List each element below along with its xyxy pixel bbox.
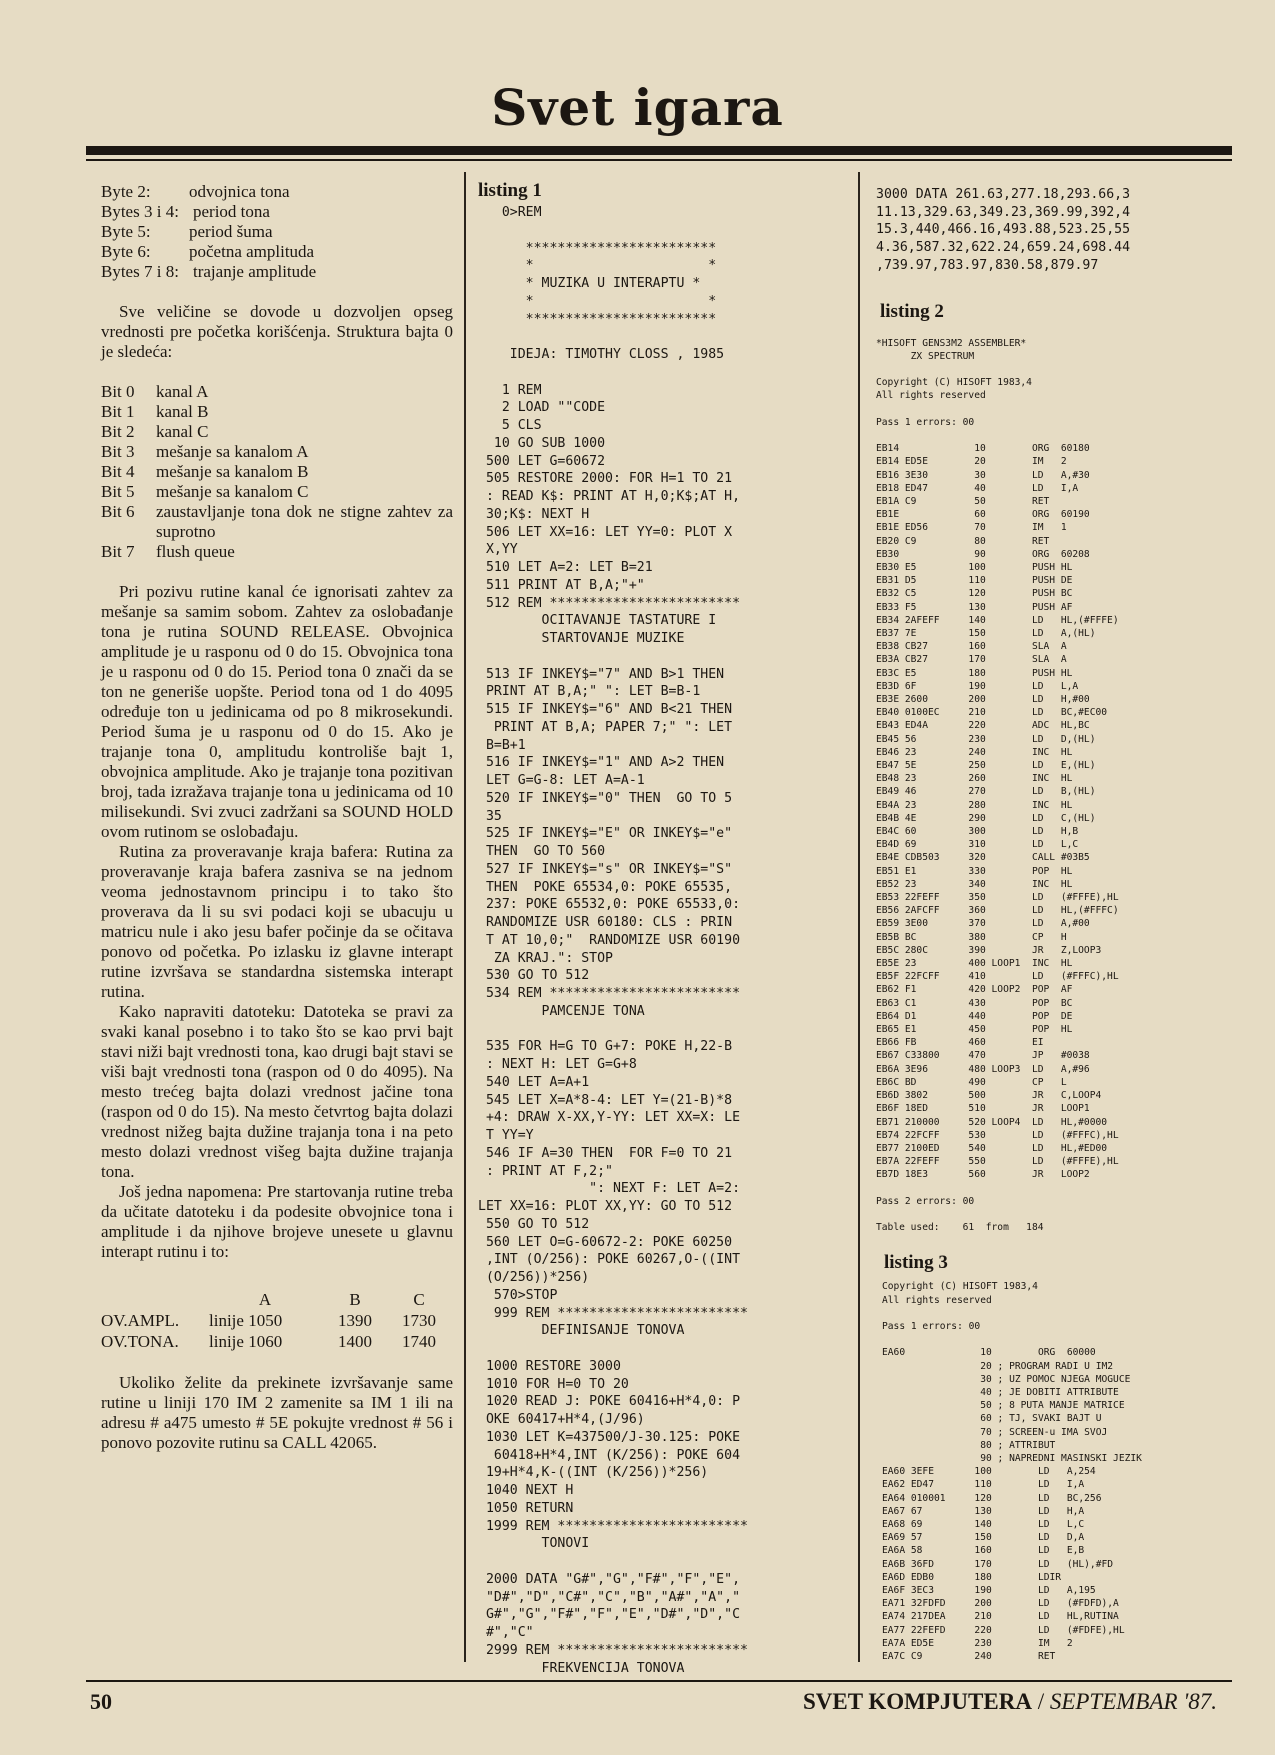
bit-value: mešanje sa kanalom C [156,482,309,501]
byte-list [101,182,453,282]
footer-masthead [803,1689,1217,1715]
bit-item [101,442,453,462]
byte-key: Byte 5: [101,222,151,241]
data-statement: 3000 DATA 261.63,277.18,293.66,3 11.13,329.63,349.23,369.99,392,4 15.3,440,466.16,493.88,523.25,55 4.36,587.32,622.24,659.24,698.44 ,739.97,783.97,830.58,879.97 [876,187,1131,273]
bit-value: mešanje sa kanalom B [156,462,309,481]
bit-list [101,382,453,562]
listing1-column [478,180,838,1677]
bit-key: Bit 6 [101,502,135,521]
bit-key: Bit 7 [101,542,135,561]
paragraph: Ukoliko želite da prekinete izvršavanje same rutine u liniji 170 IM 2 zamenite sa IM 1 ili na adresu # a475 umesto # 5E pokujte vrednost # 56 i ponovo pozovite rutinu sa CALL 42065. [101,1373,453,1452]
header-rule-thin [86,159,1232,161]
table-cell: 1400 [338,1332,372,1351]
footer-separator: / [1031,1689,1050,1714]
paragraph: Rutina za proveravanje kraja bafera: Rutina za proveravanje kraja bafera zasniva se na jednom veoma jednostavnom principu i to tako što proverava da li su svi podaci koji se ubacuju u matricu nule i ako jesu bafer počinje da se očitava ponovo od početka. Po izlasku iz glavne interapt rutine izvršava se standardna sistemska interapt rutina. [101,842,453,1001]
table-cell [101,1290,209,1311]
listing2-code: *HISOFT GENS3M2 ASSEMBLER* ZX SPECTRUM Copyright (C) HISOFT 1983,4 All rights reserved Pass 1 errors: 00 EB14 10 ORG 60180 EB14 ED5E 20 IM 2 EB16 3E30 30 LD A,#30 EB18 ED47 40 LD I,A EB1A C9 50 RET EB1E 60 ORG 60190 EB1E ED56 70 IM 1 EB20 C9 80 RET EB30 90 ORG 60208 EB30 E5 100 PUSH HL EB31 D5 110 PUSH DE EB32 C5 120 PUSH BC EB33 F5 130 PUSH AF EB34 2AFEFF 140 LD HL,(#FFFE) EB37 7E 150 LD A,(HL) EB38 CB27 160 SLA A EB3A CB27 170 SLA A EB3C E5 180 PUSH HL EB3D 6F 190 LD L,A EB3E 2600 200 LD H,#00 EB40 0100EC 210 LD BC,#EC00 EB43 ED4A 220 ADC HL,BC EB45 56 230 LD D,(HL) EB46 23 240 INC HL EB47 5E 250 LD E,(HL) EB48 23 260 INC HL EB49 46 270 LD B,(HL) EB4A 23 280 INC HL EB4B 4E 290 LD C,(HL) EB4C 60 300 LD H,B EB4D 69 310 LD L,C EB4E CDB503 320 CALL #03B5 EB51 E1 330 POP HL EB52 23 340 INC HL EB53 22FEFF 350 LD (#FFFE),HL EB56 2AFCFF 360 LD HL,(#FFFC) EB59 3E00 370 LD A,#00 EB5B BC 380 CP H EB5C 280C 390 JR Z,LOOP3 EB5E 23 400 LOOP1 INC HL EB5F 22FCFF 410 LD (#FFFC),HL EB62 F1 420 LOOP2 POP AF EB63 C1 430 POP BC EB64 D1 440 POP DE EB65 E1 450 POP HL EB66 FB 460 EI EB67 C33800 470 JP #0038 EB6A 3E96 480 LOOP3 LD A,#96 EB6C BD 490 CP L EB6D 3802 500 JR C,LOOP4 EB6F 18ED 510 JR LOOP1 EB71 210000 520 LOOP4 LD HL,#0000 EB74 22FCFF 530 LD (#FFFC),HL EB77 2100ED 540 LD HL,#ED00 EB7A 22FEFF 550 LD (#FFFE),HL EB7D 18E3 560 JR LOOP2 Pass 2 errors: 00 Table used: 61 from 184 [876,337,1119,1234]
bit-value: kanal B [156,402,209,421]
listing2-heading: listing 2 [880,300,944,322]
byte-value: trajanje amplitude [193,262,317,281]
table-cell: A [258,1290,272,1309]
table-cell: 1390 [338,1311,372,1330]
paragraph: Još jedna napomena: Pre startovanja rutine treba da učitate datoteku i da podesite obvojnice tona i amplitude i da njihove brojeve unesete u glavnu interapt rutinu i to: [101,1182,453,1261]
table-cell: linije 1060 [209,1332,283,1351]
table-cell: linije 1050 [209,1311,283,1330]
paragraph: Kako napraviti datoteku: Datoteka se pravi za svaki kanal posebno i to tako što se kao prvi bajt stavi niži bajt vrednosti tona, kao drugi bajt stavi se viši bajt vrednosti tona (raspon od 0 do 4095). Na mesto trećeg bajta dolazi vrednost jačine tona (raspon od 0 do 15). Na mesto četvrtog bajta dolazi vrednost nižeg bajta dužine trajanja tona i na peto mesto dolazi vrednost višeg bajta dužine trajanja tona. [101,1002,453,1181]
header-rule [86,146,1232,155]
issue-date: SEPTEMBAR '87. [1049,1689,1217,1714]
bit-key: Bit 2 [101,422,135,441]
listing1-heading: listing 1 [478,180,542,201]
table-cell: C [413,1290,425,1309]
byte-key: Byte 2: [101,182,151,201]
footer-rule [86,1680,1232,1682]
paragraph: Sve veličine se dovode u dozvoljen opseg vrednosti pre početka korišćenja. Struktura bajta 0 je sledeća: [101,302,453,361]
bit-item [101,382,453,402]
byte-item [101,222,453,242]
table-cell: OV.TONA. [101,1332,179,1351]
bit-item [101,502,453,542]
bit-key: Bit 1 [101,402,135,421]
bit-key: Bit 5 [101,482,135,501]
byte-item [101,242,453,262]
bit-value: flush queue [156,542,235,561]
listing3-code: Copyright (C) HISOFT 1983,4 All rights reserved Pass 1 errors: 00 EA60 10 ORG 60000 20 ; PROGRAM RADI U IM2 30 ; UZ POMOC NJEGA MOGUCE 40 ; JE DOBITI ATTRIBUTE 50 ; 8 PUTA MANJE MATRICE 60 ; TJ, SVAKI BAJT U 70 ; SCREEN-u IMA SVOJ 80 ; ATTRIBUT 90 ; NAPREDNI MASINSKI JEZIK EA60 3EFE 100 LD A,254 EA62 ED47 110 LD I,A EA64 010001 120 LD BC,256 EA67 67 130 LD H,A EA68 69 140 LD L,C EA69 57 150 LD D,A EA6A 58 160 LD E,B EA6B 36FD 170 LD (HL),#FD EA6D EDB0 180 LDIR EA6F 3EC3 190 LD A,195 EA71 32FDFD 200 LD (#FDFD),A EA74 217DEA 210 LD HL,RUTINA EA77 22FEFD 220 LD (#FDFE),HL EA7A ED5E 230 IM 2 EA7C C9 240 RET [882,1281,1142,1663]
byte-value: period šuma [189,222,273,241]
byte-value: početna amplituda [189,242,315,261]
byte-value: odvojnica tona [189,182,290,201]
paragraph: Pri pozivu rutine kanal će ignorisati zahtev za mešanje sa samim sobom. Zahtev za oslobađanje tona je rutina SOUND RELEASE. Obvojnica amplitude je u rasponu od 0 do 15. Obvojnica tona je u rasponu od 0 do 15. Period tona 0 znači da se ton ne generiše uopšte. Period tona od 1 do 4095 određuje ton u jedinicama od po 8 mikrosekundi. Period šuma je u rasponu od 0 do 15. Ako je trajanje tona 0, amplitudu kontroliše bajt 1, obvojnica amplitude. Ako je trajanje tona pozitivan broj, tada izražava trajanje tona u jedinicama od 10 milisekundi. Svi zvuci zadržani sa SOUND HOLD ovom rutinom se oslobađaju. [101,582,453,841]
bit-value: zaustavljanje tona dok ne stigne zahtev za suprotno [156,502,453,541]
bit-item [101,422,453,442]
bit-value: kanal C [156,422,209,441]
page-number: 50 [90,1689,112,1714]
envelope-table [101,1290,453,1353]
byte-item [101,262,453,282]
byte-key: Bytes 3 i 4: [101,202,179,221]
table-header-row [101,1290,453,1311]
listing-column-right [876,186,1232,1663]
bit-item [101,402,453,422]
column-divider-right [858,172,860,1662]
table-row [101,1311,453,1332]
bit-value: kanal A [156,382,209,401]
section-title: Svet igara [491,78,784,137]
table-row [101,1332,453,1353]
bit-value: mešanje sa kanalom A [156,442,309,461]
listing1-code: 0>REM ************************ * * * MUZIKA U INTERAPTU * * * ************************ IDEJA: TIMOTHY CLOSS , 1985 1 REM 2 LOAD ""CODE 5 CLS 10 GO SUB 1000 500 LET G=60672 505 RESTORE 2000: FOR H=1 TO 21 : READ K$: PRINT AT H,0;K$;AT H, 30;K$: NEXT H 506 LET XX=16: LET YY=0: PLOT X X,YY 510 LET A=2: LET B=21 511 PRINT AT B,A;"+" 512 REM ************************ OCITAVANJE TASTATURE I STARTOVANJE MUZIKE 513 IF INKEY$="7" AND B>1 THEN PRINT AT B,A;" ": LET B=B-1 515 IF INKEY$="6" AND B<21 THEN PRINT AT B,A; PAPER 7;" ": LET B=B+1 516 IF INKEY$="1" AND A>2 THEN LET G=G-8: LET A=A-1 520 IF INKEY$="0" THEN GO TO 5 35 525 IF INKEY$="E" OR INKEY$="e" THEN GO TO 560 527 IF INKEY$="s" OR INKEY$="S" THEN POKE 65534,0: POKE 65535, 237: POKE 65532,0: POKE 65533,0: RANDOMIZE USR 60180: CLS : PRIN T AT 10,0;" RANDOMIZE USR 60190 ZA KRAJ.": STOP 530 GO TO 512 534 REM ************************ PAMCENJE TONA 535 FOR H=G TO G+7: POKE H,22-B : NEXT H: LET G=G+8 540 LET A=A+1 545 LET X=A*8-4: LET Y=(21-B)*8 +4: DRAW X-XX,Y-YY: LET XX=X: LE T YY=Y 546 IF A=30 THEN FOR F=0 TO 21 : PRINT AT F,2;" ": NEXT F: LET A=2: LET XX=16: PLOT XX,YY: GO TO 512 550 GO TO 512 560 LET O=G-60672-2: POKE 60250 ,INT (O/256): POKE 60267,O-((INT (O/256))*256) 570>STOP 999 REM ************************ DEFINISANJE TONOVA 1000 RESTORE 3000 1010 FOR H=0 TO 20 1020 READ J: POKE 60416+H*4,0: P OKE 60417+H*4,(J/96) 1030 LET K=437500/J-30.125: POKE 60418+H*4,INT (K/256): POKE 604 19+H*4,K-((INT (K/256))*256) 1040 NEXT H 1050 RETURN 1999 REM ************************ TONOVI 2000 DATA "G#","G","F#","F","E", "D#","D","C#","C","B","A#","A"," G#","G","F#","F","E","D#","D","C #","C" 2999 REM ************************ FREKVENCIJA TONOVA [478,205,748,1676]
table-cell: 1730 [402,1311,436,1330]
table-cell: B [349,1290,361,1309]
byte-value: period tona [193,202,270,221]
bit-key: Bit 0 [101,382,135,401]
bit-item [101,482,453,502]
byte-key: Bytes 7 i 8: [101,262,179,281]
bit-item [101,462,453,482]
byte-item [101,182,453,202]
bit-item [101,542,453,562]
column-divider-left [464,172,466,1662]
article-column [101,182,453,1453]
byte-key: Byte 6: [101,242,151,261]
byte-item [101,202,453,222]
bit-key: Bit 4 [101,462,135,481]
table-cell: 1740 [402,1332,436,1351]
listing3-heading: listing 3 [884,1252,948,1274]
bit-key: Bit 3 [101,442,135,461]
magazine-name: SVET KOMPJUTERA [802,1689,1032,1714]
table-cell: OV.AMPL. [101,1311,180,1330]
